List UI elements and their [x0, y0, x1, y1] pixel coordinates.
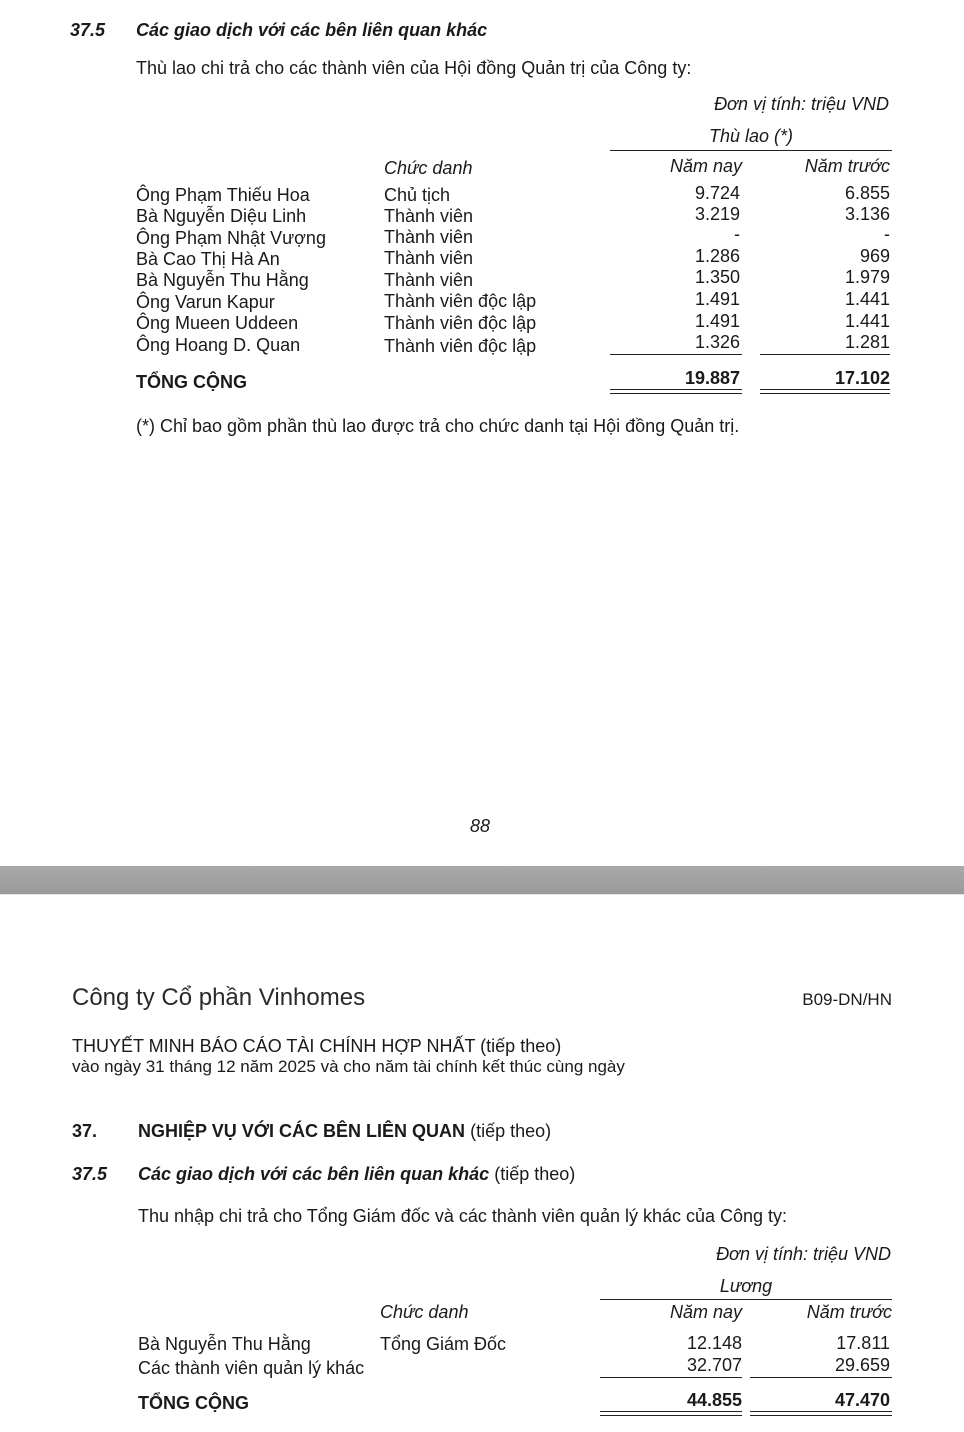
page-separator [0, 866, 964, 894]
row-prior: 1.441 [844, 289, 890, 309]
heading-suffix: (tiếp theo) [470, 1121, 552, 1141]
row-current: 1.286 [694, 246, 740, 266]
document-subtitle: vào ngày 31 tháng 12 năm 2025 và cho năm tài chính kết thúc cùng ngày [72, 1057, 625, 1076]
section-number: 37.5 [70, 20, 106, 40]
company-name: Công ty Cổ phần Vinhomes [72, 984, 366, 1011]
subtotal-rule-prior [760, 354, 890, 355]
column-header-title: Chức danh [384, 158, 473, 178]
total-prior: 17.102 [834, 368, 890, 388]
total-prior: 47.470 [834, 1390, 890, 1410]
row-current: - [734, 224, 740, 244]
row-prior: - [884, 224, 890, 244]
row-prior: 3.136 [844, 204, 890, 224]
row-current: 1.350 [694, 267, 740, 287]
document-title-main: THUYẾT MINH BÁO CÁO TÀI CHÍNH HỢP NHẤT [72, 1036, 476, 1056]
row-current: 1.491 [694, 289, 740, 309]
row-current: 3.219 [694, 204, 740, 224]
unit-label: Đơn vị tính: triệu VND [714, 94, 889, 114]
document-title [72, 1036, 561, 1057]
row-name: Bà Cao Thị Hà An [136, 249, 280, 269]
subtotal-rule-current [610, 354, 742, 355]
row-current: 32.707 [686, 1355, 742, 1375]
row-name: Ông Phạm Thiếu Hoa [136, 185, 310, 205]
total-current: 44.855 [686, 1390, 742, 1410]
subtotal-rule-current [600, 1377, 742, 1378]
table-intro: Thù lao chi trả cho các thành viên của Hội đồng Quản trị của Công ty: [136, 58, 692, 78]
row-prior: 969 [859, 246, 890, 266]
row-prior: 29.659 [834, 1355, 890, 1375]
heading-number: 37. [72, 1121, 98, 1141]
row-name: Ông Phạm Nhật Vượng [136, 228, 326, 248]
row-name: Ông Varun Kapur [136, 292, 275, 312]
column-header-prior: Năm trước [804, 156, 890, 176]
row-name: Bà Nguyễn Diệu Linh [136, 206, 307, 226]
row-title: Thành viên [384, 206, 474, 226]
total-double-rule-prior [750, 1411, 892, 1416]
group-header: Thù lao (*) [708, 126, 794, 146]
row-name: Bà Nguyễn Thu Hằng [136, 270, 309, 290]
row-title: Thành viên độc lập [384, 291, 537, 311]
row-prior: 1.441 [844, 311, 890, 331]
unit-label: Đơn vị tính: triệu VND [716, 1244, 891, 1264]
column-header-current: Năm nay [669, 156, 742, 176]
section-suffix: (tiếp theo) [494, 1164, 576, 1184]
section-heading [138, 1164, 575, 1185]
row-title: Thành viên độc lập [384, 336, 537, 356]
row-prior: 6.855 [844, 183, 890, 203]
total-label: TỔNG CỘNG [138, 1393, 249, 1413]
column-header-title: Chức danh [380, 1302, 469, 1322]
row-title: Thành viên [384, 270, 474, 290]
total-double-rule-prior [760, 389, 890, 394]
group-header-rule [610, 150, 892, 151]
heading-main: NGHIỆP VỤ VỚI CÁC BÊN LIÊN QUAN [138, 1121, 466, 1141]
total-label: TỔNG CỘNG [136, 372, 247, 392]
total-double-rule-current [600, 1411, 742, 1416]
row-title: Thành viên độc lập [384, 313, 537, 333]
row-prior: 1.979 [844, 267, 890, 287]
form-code: B09-DN/HN [802, 990, 892, 1009]
row-name: Ông Mueen Uddeen [136, 313, 299, 333]
column-header-current: Năm nay [669, 1302, 742, 1322]
section-number: 37.5 [72, 1164, 108, 1184]
row-name: Ông Hoang D. Quan [136, 335, 301, 355]
row-current: 9.724 [694, 183, 740, 203]
row-current: 1.491 [694, 311, 740, 331]
row-title: Thành viên [384, 248, 474, 268]
group-header-rule [600, 1299, 892, 1300]
total-current: 19.887 [684, 368, 740, 388]
row-current: 1.326 [694, 332, 740, 352]
page-edge [0, 894, 964, 895]
row-title: Chủ tịch [384, 185, 451, 205]
page-number: 88 [470, 816, 491, 836]
row-title: Thành viên [384, 227, 474, 247]
row-prior: 1.281 [844, 332, 890, 352]
row-title: Tổng Giám Đốc [380, 1334, 507, 1354]
subtotal-rule-prior [750, 1377, 892, 1378]
row-current: 12.148 [686, 1333, 742, 1353]
document-title-suffix: (tiếp theo) [480, 1036, 562, 1056]
footnote: (*) Chỉ bao gồm phần thù lao được trả cho chức danh tại Hội đồng Quản trị. [136, 416, 740, 436]
heading [138, 1121, 551, 1142]
row-prior: 17.811 [836, 1333, 890, 1353]
section-title: Các giao dịch với các bên liên quan khác [136, 20, 488, 40]
section-title: Các giao dịch với các bên liên quan khác [138, 1164, 490, 1184]
column-header-prior: Năm trước [806, 1302, 892, 1322]
row-name: Các thành viên quản lý khác [138, 1358, 365, 1378]
total-double-rule-current [610, 389, 742, 394]
table-intro: Thu nhập chi trả cho Tổng Giám đốc và các thành viên quản lý khác của Công ty: [138, 1206, 788, 1226]
row-name: Bà Nguyễn Thu Hằng [138, 1334, 311, 1354]
group-header: Lương [719, 1276, 773, 1296]
